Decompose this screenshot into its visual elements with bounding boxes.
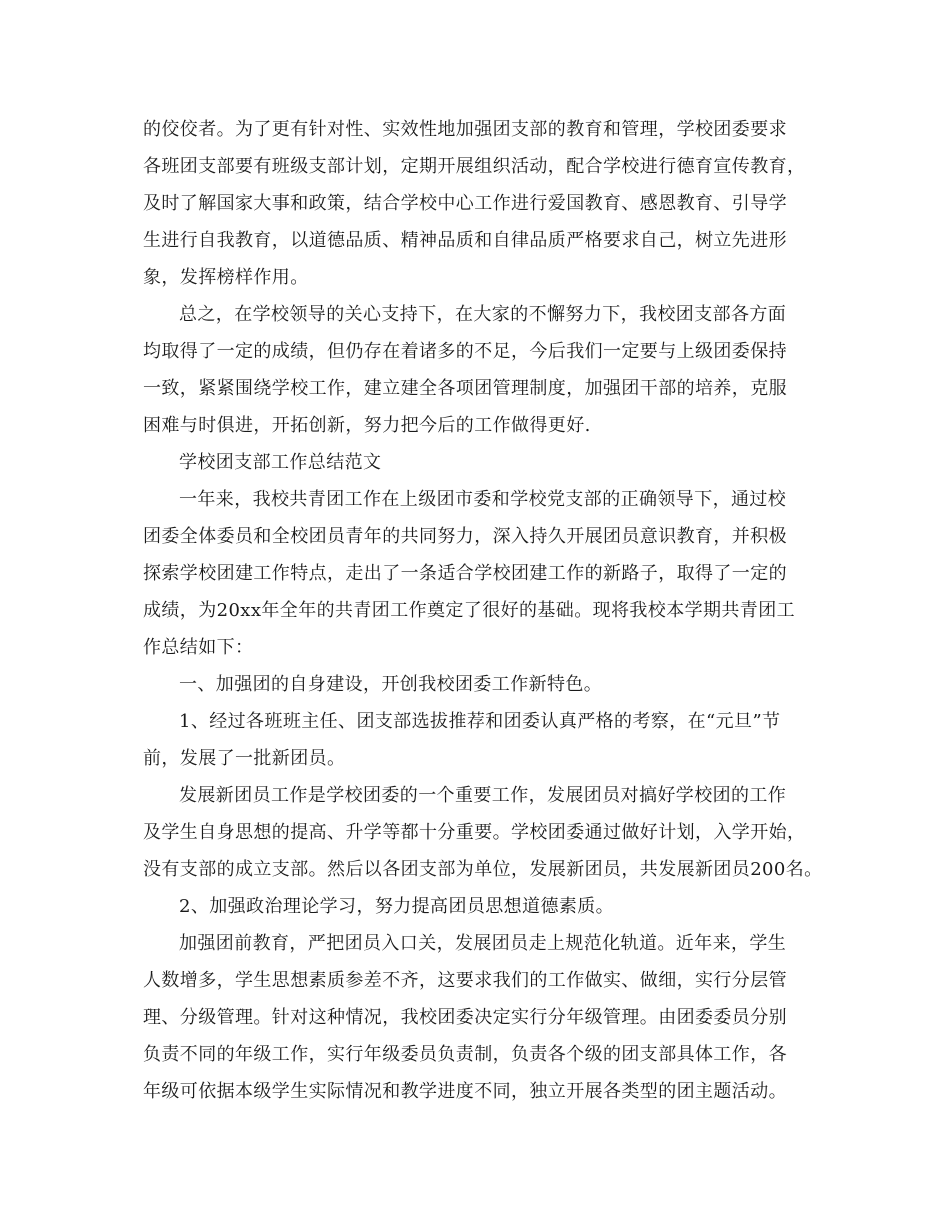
- text-line: 的佼佼者。为了更有针对性、实效性地加强团支部的教育和管理，学校团委要求: [143, 119, 787, 140]
- text-line: 生进行自我教育，以道德品质、精神品质和自律品质严格要求自己，树立先进形: [143, 230, 787, 251]
- text-line: 困难与时俱进，开拓创新，努力把今后的工作做得更好.: [143, 415, 591, 436]
- text-line: 象，发挥榜样作用。: [143, 267, 309, 288]
- text-line: 前，发展了一批新团员。: [143, 748, 346, 769]
- text-line: 作总结如下：: [143, 637, 254, 658]
- text-line: 负责不同的年级工作，实行年级委员负责制，负责各个级的团支部具体工作，各: [143, 1044, 787, 1065]
- text-line: 年级可依据本级学生实际情况和教学进度不同，独立开展各类型的团主题活动。: [143, 1081, 787, 1102]
- text-line: 探索学校团建工作特点，走出了一条适合学校团建工作的新路子，取得了一定的: [143, 563, 787, 584]
- text-line: 人数增多，学生思想素质参差不齐，这要求我们的工作做实、做细，实行分层管: [143, 970, 787, 991]
- text-line: 总之，在学校领导的关心支持下，在大家的不懈努力下，我校团支部各方面: [179, 304, 787, 325]
- text-line: 没有支部的成立支部。然后以各团支部为单位，发展新团员，共发展新团员200名。: [143, 859, 823, 880]
- text-line: 一年来，我校共青团工作在上级团市委和学校党支部的正确领导下，通过校: [179, 489, 787, 510]
- section-heading: 学校团支部工作总结范文: [179, 452, 382, 473]
- text-line: 一、加强团的自身建设，开创我校团委工作新特色。: [179, 674, 603, 695]
- text-line: 发展新团员工作是学校团委的一个重要工作，发展团员对搞好学校团的工作: [179, 785, 787, 806]
- text-line: 各班团支部要有班级支部计划，定期开展组织活动，配合学校进行德育宣传教育，: [143, 156, 806, 177]
- text-line: 一致，紧紧围绕学校工作，建立建全各项团管理制度，加强团干部的培养，克服: [143, 378, 787, 399]
- text-line: 均取得了一定的成绩，但仍存在着诸多的不足，今后我们一定要与上级团委保持: [143, 341, 787, 362]
- text-line: 加强团前教育，严把团员入口关，发展团员走上规范化轨道。近年来，学生: [179, 933, 787, 954]
- text-line: 成绩，为20xx年全年的共青团工作奠定了很好的基础。现将我校本学期共青团工: [143, 600, 796, 621]
- text-line: 理、分级管理。针对这种情况，我校团委决定实行分年级管理。由团委委员分别: [143, 1007, 787, 1028]
- text-line: 及时了解国家大事和政策，结合学校中心工作进行爱国教育、感恩教育、引导学: [143, 193, 787, 214]
- text-line: 团委全体委员和全校团员青年的共同努力，深入持久开展团员意识教育，并积极: [143, 526, 787, 547]
- text-line: 1、经过各班班主任、团支部选拔推荐和团委认真严格的考察，在“元旦”节: [179, 711, 781, 732]
- text-line: 2、加强政治理论学习，努力提高团员思想道德素质。: [179, 896, 615, 917]
- text-line: 及学生自身思想的提高、升学等都十分重要。学校团委通过做好计划，入学开始，: [143, 822, 806, 843]
